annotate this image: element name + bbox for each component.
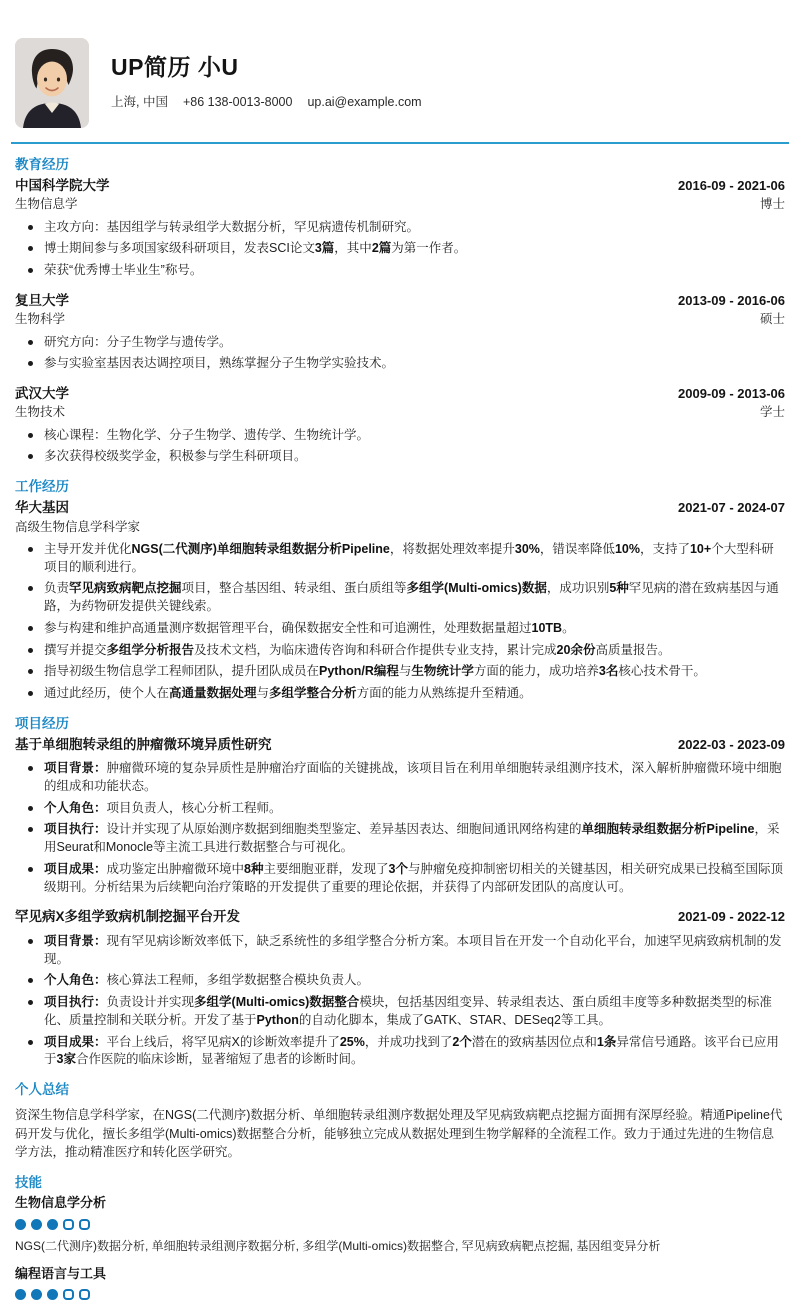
rating-dot-empty-icon — [79, 1219, 90, 1230]
entry-title: 罕见病X多组学致病机制挖掘平台开发 — [15, 909, 241, 925]
entry-title: 华大基因 — [15, 500, 69, 516]
entry-subrow — [15, 404, 785, 420]
bullet-text: 研究方向：分子生物学与遗传学。 — [44, 334, 232, 349]
bullet-list — [15, 760, 785, 896]
resume-entry — [15, 292, 785, 373]
bullet-item — [15, 580, 785, 616]
summary-paragraph: 资深生物信息学科学家，在NGS(二代测序)数据分析、单细胞转录组测序数据处理及罕见病致病靶点挖掘方面拥有深厚经验。精通Pipeline代码开发与优化，擅长多组学(Multi-omics)数据整合分析，能够独立完成从数据处理到生物学解释的全流程工作。致力于通过先进的生物信息学方法，推动精准医疗和转化医学研究。 — [15, 1107, 783, 1160]
bullet-item — [15, 663, 785, 681]
rating-dot-filled-icon — [15, 1219, 26, 1230]
section-projects — [15, 716, 785, 1069]
skill-item — [15, 1265, 785, 1300]
profile-photo — [15, 38, 89, 128]
bullet-text: 个人角色：项目负责人，核心分析工程师。 — [44, 800, 282, 815]
bullet-dot-icon — [28, 361, 33, 366]
contact-email: up.ai@example.com — [307, 94, 422, 109]
bullet-dot-icon — [28, 691, 33, 696]
bullet-dot-icon — [28, 626, 33, 631]
bullet-item — [15, 685, 785, 703]
entry-subrow — [15, 519, 785, 535]
bullet-dot-icon — [28, 268, 33, 273]
rating-dot-empty-icon — [63, 1289, 74, 1300]
resume-entry — [15, 385, 785, 466]
bullet-item — [15, 800, 785, 818]
bullet-text: 指导初级生物信息学工程师团队，提升团队成员在Python/R编程与生物统计学方面的能力，成功培养3名核心技术骨干。 — [44, 664, 706, 679]
bullet-text: 撰写并提交多组学分析报告及技术文档，为临床遗传咨询和科研合作提供专业支持，累计完成20余份高质量报告。 — [44, 642, 671, 657]
entry-head — [15, 736, 785, 754]
section-education — [15, 157, 785, 466]
section-title-education: 教育经历 — [15, 157, 69, 172]
bullet-item — [15, 642, 785, 660]
resume-entry — [15, 177, 785, 280]
bullet-dot-icon — [28, 978, 33, 983]
bullet-item — [15, 541, 785, 577]
contact-line — [111, 94, 422, 112]
bullet-item — [15, 861, 785, 897]
entry-title: 中国科学院大学 — [15, 177, 110, 193]
bullet-dot-icon — [28, 225, 33, 230]
section-title-projects: 项目经历 — [15, 715, 69, 731]
bullet-dot-icon — [28, 454, 33, 459]
entry-subtitle: 生物信息学 — [15, 197, 78, 212]
bullet-dot-icon — [28, 648, 33, 653]
section-work — [15, 479, 785, 703]
bullet-list — [15, 933, 785, 1069]
bullet-dot-icon — [28, 246, 33, 251]
contact-phone: +86 138-0013-8000 — [182, 94, 293, 109]
entry-subrow — [15, 311, 785, 327]
bullet-text: 主攻方向：基因组学与转录组学大数据分析，罕见病遗传机制研究。 — [44, 219, 420, 234]
skill-rating — [15, 1219, 785, 1230]
entry-title: 复旦大学 — [15, 292, 69, 308]
bullet-item — [15, 933, 785, 969]
rating-dot-filled-icon — [31, 1219, 42, 1230]
bullet-text: 项目背景：肿瘤微环境的复杂异质性是肿瘤治疗面临的关键挑战，该项目旨在利用单细胞转录组测序技术，深入解析肿瘤微环境中细胞的组成和功能状态。 — [44, 761, 782, 793]
entry-title: 基于单细胞转录组的肿瘤微环境异质性研究 — [15, 736, 272, 752]
bullet-list — [15, 541, 785, 703]
entry-degree: 硕士 — [759, 312, 785, 327]
entry-head — [15, 499, 785, 517]
resume-header — [15, 0, 785, 128]
skill-rating — [15, 1289, 785, 1300]
bullet-text: 荣获“优秀博士毕业生”称号。 — [44, 263, 203, 278]
bullet-dot-icon — [28, 939, 33, 944]
section-summary — [15, 1082, 785, 1162]
bullet-text: 项目执行：设计并实现了从原始测序数据到细胞类型鉴定、差异基因表达、细胞间通讯网络构建的单细胞转录组数据分析Pipeline，采用Seurat和Monocle等主流工具进行数据整合与可视化。 — [44, 822, 780, 855]
bullet-text: 核心课程：生物化学、分子生物学、遗传学、生物统计学。 — [44, 427, 370, 442]
bullet-item — [15, 448, 785, 466]
bullet-dot-icon — [28, 1040, 33, 1045]
bullet-text: 负责罕见病致病靶点挖掘项目，整合基因组、转录组、蛋白质组等多组学(Multi-omics)数据，成功识别5种罕见病的潜在致病基因与通路，为药物研发提供关键线索。 — [44, 581, 779, 614]
entry-date: 2013-09 - 2016-06 — [678, 292, 785, 308]
bullet-dot-icon — [28, 806, 33, 811]
bullet-text: 参与实验室基因表达调控项目，熟练掌握分子生物学实验技术。 — [44, 356, 395, 371]
rating-dot-filled-icon — [31, 1289, 42, 1300]
bullet-dot-icon — [28, 547, 33, 552]
resume-entry — [15, 908, 785, 1069]
bullet-text: 主导开发并优化NGS(二代测序)单细胞转录组数据分析Pipeline，将数据处理效率提升30%，错误率降低10%，支持了10+个大型科研项目的顺利进行。 — [44, 541, 774, 574]
header-divider — [11, 142, 789, 144]
candidate-name: UP简历 小U — [111, 54, 239, 80]
bullet-text: 多次获得校级奖学金，积极参与学生科研项目。 — [44, 449, 307, 464]
bullet-dot-icon — [28, 867, 33, 872]
bullet-item — [15, 219, 785, 237]
entry-head — [15, 908, 785, 926]
section-skills — [15, 1175, 785, 1300]
bullet-item — [15, 427, 785, 445]
entry-date: 2022-03 - 2023-09 — [678, 736, 785, 752]
bullet-text: 项目成果：成功鉴定出肿瘤微环境中8种主要细胞亚群，发现了3个与肿瘤免疫抑制密切相关的关键基因，相关研究成果已投稿至国际顶级期刊。分析结果为后续靶向治疗策略的开发提供了重要的理论依据，并获得了内部研发团队的高度认可。 — [44, 861, 783, 894]
skill-name: 编程语言与工具 — [15, 1265, 107, 1281]
bullet-list — [15, 219, 785, 280]
resume-sections — [15, 157, 785, 1300]
bullet-list — [15, 334, 785, 374]
skill-item — [15, 1194, 785, 1254]
bullet-dot-icon — [28, 433, 33, 438]
rating-dot-filled-icon — [47, 1219, 58, 1230]
entry-head — [15, 292, 785, 310]
entry-subtitle: 高级生物信息学科学家 — [15, 519, 141, 534]
bullet-dot-icon — [28, 340, 33, 345]
entry-title: 武汉大学 — [15, 386, 69, 402]
entry-head — [15, 177, 785, 195]
skill-name: 生物信息学分析 — [15, 1195, 107, 1211]
bullet-item — [15, 620, 785, 638]
rating-dot-filled-icon — [15, 1289, 26, 1300]
section-title-skills: 技能 — [15, 1175, 42, 1191]
bullet-text: 博士期间参与多项国家级科研项目，发表SCI论文3篇，其中2篇为第一作者。 — [44, 241, 467, 256]
bullet-list — [15, 427, 785, 467]
rating-dot-empty-icon — [79, 1289, 90, 1300]
bullet-item — [15, 760, 785, 796]
entry-date: 2016-09 - 2021-06 — [678, 177, 785, 193]
bullet-text: 项目成果：平台上线后，将罕见病X的诊断效率提升了25%，并成功找到了2个潜在的致病基因位点和1条异常信号通路。该平台已应用于3家合作医院的临床诊断，显著缩短了患者的诊断时间。 — [44, 1034, 779, 1067]
resume-entry — [15, 499, 785, 703]
bullet-item — [15, 821, 785, 857]
header-text — [111, 38, 422, 128]
entry-date: 2009-09 - 2013-06 — [678, 386, 785, 402]
bullet-item — [15, 972, 785, 990]
section-title-work: 工作经历 — [15, 479, 69, 495]
section-title-summary: 个人总结 — [15, 1082, 69, 1098]
bullet-item — [15, 355, 785, 373]
bullet-text: 参与构建和维护高通量测序数据管理平台，确保数据安全性和可追溯性，处理数据量超过10TB。 — [44, 620, 575, 635]
entry-head — [15, 385, 785, 403]
bullet-dot-icon — [28, 586, 33, 591]
entry-date: 2021-09 - 2022-12 — [678, 909, 785, 925]
entry-subtitle: 生物科学 — [15, 312, 66, 327]
entry-subrow — [15, 196, 785, 212]
bullet-dot-icon — [28, 827, 33, 832]
rating-dot-empty-icon — [63, 1219, 74, 1230]
bullet-text: 通过此经历，使个人在高通量数据处理与多组学整合分析方面的能力从熟练提升至精通。 — [44, 686, 532, 701]
portrait-icon — [15, 38, 89, 128]
bullet-item — [15, 240, 785, 258]
bullet-item — [15, 994, 785, 1030]
bullet-item — [15, 334, 785, 352]
entry-subtitle: 生物技术 — [15, 405, 66, 420]
bullet-text: 个人角色：核心算法工程师，多组学数据整合模块负责人。 — [44, 973, 370, 988]
bullet-dot-icon — [28, 766, 33, 771]
contact-location: 上海, 中国 — [111, 94, 168, 109]
resume-entry — [15, 736, 785, 897]
bullet-item — [15, 1034, 785, 1070]
bullet-dot-icon — [28, 1000, 33, 1005]
bullet-item — [15, 262, 785, 280]
skill-detail: NGS(二代测序)数据分析, 单细胞转录组测序数据分析, 多组学(Multi-omics)数据整合, 罕见病致病靶点挖掘, 基因组变异分析 — [15, 1238, 661, 1253]
entry-date: 2021-07 - 2024-07 — [678, 500, 785, 516]
rating-dot-filled-icon — [47, 1289, 58, 1300]
bullet-text: 项目背景：现有罕见病诊断效率低下，缺乏系统性的多组学整合分析方案。本项目旨在开发一个自动化平台，加速罕见病致病机制的发现。 — [44, 933, 782, 966]
bullet-text: 项目执行：负责设计并实现多组学(Multi-omics)数据整合模块，包括基因组变异、转录组表达、蛋白质组丰度等多种数据类型的标准化、质量控制和关联分析。开发了基于Python的自动化脚本，集成了GATK、STAR、DESeq2等工具。 — [44, 995, 772, 1027]
entry-degree: 学士 — [759, 405, 785, 420]
entry-degree: 博士 — [759, 197, 785, 212]
bullet-dot-icon — [28, 669, 33, 674]
